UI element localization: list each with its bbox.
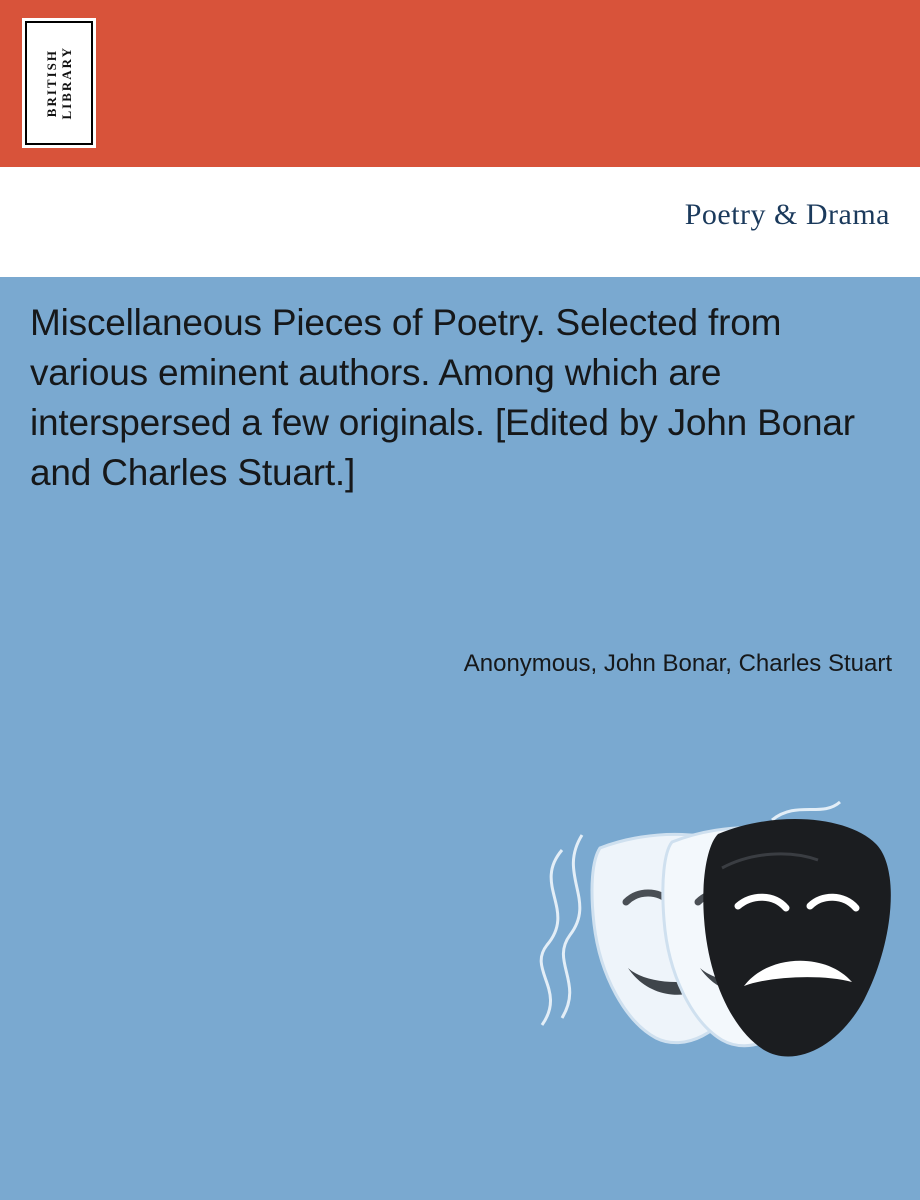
british-library-logo-frame bbox=[25, 21, 93, 145]
book-title: Miscellaneous Pieces of Poetry. Selected from various eminent authors. Among which are interspersed a few originals. [Edited by John Bonar and Charles Stuart.] bbox=[30, 302, 855, 493]
british-library-logo bbox=[22, 18, 96, 148]
category-label: Poetry & Drama bbox=[684, 198, 890, 231]
top-color-band bbox=[0, 0, 920, 167]
logo-text-library: LIBRARY bbox=[59, 46, 74, 120]
logo-text-british: BRITISH bbox=[44, 48, 59, 118]
book-authors: Anonymous, John Bonar, Charles Stuart bbox=[463, 650, 892, 677]
theatre-masks-icon bbox=[522, 790, 902, 1080]
